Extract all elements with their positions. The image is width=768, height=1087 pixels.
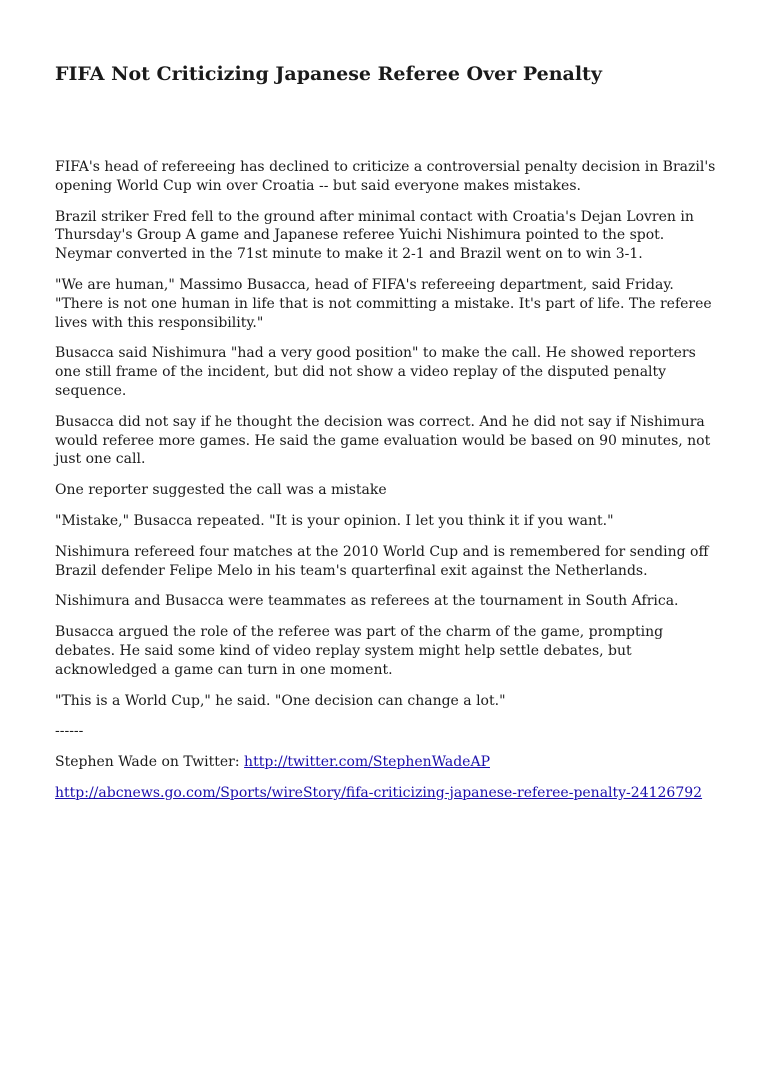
paragraph-6: One reporter suggested the call was a mistake [55,482,387,499]
document-page [55,60,720,815]
paragraph-1: FIFA's head of refereeing has declined to criticize a controversial penalty decision in Brazil's opening World Cup win over Croatia -- but said everyone makes mistakes. [55,159,716,194]
article-title: FIFA Not Criticizing Japanese Referee Over Penalty [55,63,602,85]
twitter-link[interactable]: http://twitter.com/StephenWadeAP [244,754,490,771]
twitter-credit [55,753,720,772]
paragraph-3: "We are human," Massimo Busacca, head of FIFA's refereeing department, said Friday. "There is not one human in life that is not committing a mistake. It's part of life. The referee lives with this responsibility." [55,276,712,331]
article-body [55,158,720,803]
source-line [55,784,720,803]
paragraph-10: Busacca argued the role of the referee was part of the charm of the game, prompting debates. He said some kind of video replay system might help settle debates, but acknowledged a game can turn in one moment. [55,624,664,678]
paragraph-9: Nishimura and Busacca were teammates as referees at the tournament in South Africa. [55,593,679,610]
twitter-prefix: Stephen Wade on Twitter: [55,754,245,771]
separator-line: ------ [55,723,84,740]
paragraph-7: "Mistake," Busacca repeated. "It is your opinion. I let you think it if you want." [55,512,614,529]
paragraph-5: Busacca did not say if he thought the decision was correct. And he did not say if Nishimura would referee more games. He said the game evaluation would be based on 90 minutes, not just one call. [55,413,711,468]
paragraph-2: Brazil striker Fred fell to the ground after minimal contact with Croatia's Dejan Lovren in Thursday's Group A game and Japanese referee Yuichi Nishimura pointed to the spot. Neymar converted in the 71st minute to make it 2-1 and Brazil went on to win 3-1. [55,208,694,263]
paragraph-4: Busacca said Nishimura "had a very good position" to make the call. He showed reporters one still frame of the incident, but did not show a video replay of the disputed penalty sequence. [55,345,696,399]
paragraph-8: Nishimura refereed four matches at the 2010 World Cup and is remembered for sending off Brazil defender Felipe Melo in his team's quarterfinal exit against the Netherlands. [55,543,709,579]
source-link[interactable]: http://abcnews.go.com/Sports/wireStory/fifa-criticizing-japanese-referee-penalty-24126792 [55,784,703,801]
paragraph-11: "This is a World Cup," he said. "One decision can change a lot." [55,692,506,709]
